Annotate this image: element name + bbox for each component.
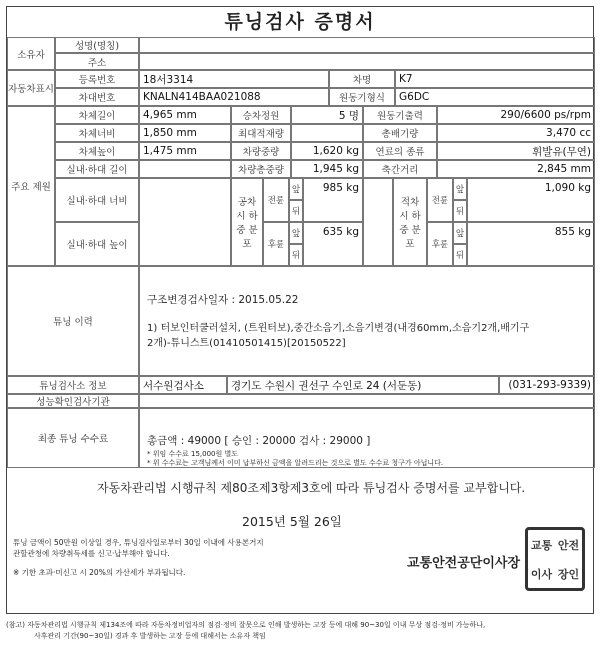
fee-label: 최종 튜닝 수수료 [7,408,139,468]
history-date: 구조변경검사일자 : 2015.05.22 [147,294,299,306]
engine-value: G6DC [395,88,595,106]
owner-name-value [139,37,595,53]
gross-weight-label: 차량총중량 [231,160,291,178]
office-address: 경기도 수원시 권선구 수인로 24 (서둔동) [227,376,499,394]
empty-front-front: 앞 [289,178,303,200]
cargo-length-value [139,160,231,178]
loaded-front-rear: 뒤 [453,200,467,222]
loaded-front-value: 1,090 kg [467,178,595,222]
history-item-line1: 1) 터보인터쿨러설치, (트윈터보),중간소음기,소음기변경(내경60mm,소음기2개,배기구 [147,323,530,334]
seats-label: 승차정원 [231,106,291,124]
wheelbase-value: 2,845 mm [437,160,595,178]
certificate [6,6,594,614]
loaded-rear-wheel-label: 후륜 [427,222,453,266]
engine-output-label: 원동기출력 [363,106,437,124]
loaded-gap [363,178,393,266]
engine-output-value: 290/6600 ps/rpm [437,106,595,124]
history-item-line2: 2개)-튜니스트(01410501415)[20150522] [147,338,346,349]
plate-label: 등록번호 [55,70,139,88]
displacement-value: 3,470 cc [437,124,595,142]
model-value: K7 [395,70,595,88]
office-phone: (031-293-9339) [499,376,595,394]
footer-line1: (참고) 자동차관리법 시행규칙 제134조에 따라 자동차정비업자의 점검·정비 잘못으로 인해 발생하는 고장 등에 대해 90~30일 이내 무상 점검·정비 가능하나, [6,621,486,629]
model-label: 차명 [329,70,395,88]
empty-rear-rear: 뒤 [289,244,303,266]
owner-address-label: 주소 [55,53,139,70]
empty-front-wheel-label: 전륜 [263,178,289,222]
loaded-rear-rear: 뒤 [453,244,467,266]
footer-line2: 사후관리 기간(90~30일) 경과 후 발생하는 고장 등에 대해서는 소유자 책임 [34,632,266,640]
performance-label: 성능확인검사기관 [7,394,139,408]
empty-dist-label: 공차시 하중 분포 [231,178,263,266]
notice-line1: 튜닝 금액이 50만원 이상일 경우, 튜닝검사일로부터 30일 이내에 사용본거지 [13,538,264,547]
displacement-label: 총배기량 [363,124,437,142]
official-seal [525,527,585,591]
issuer-name: 교통안전공단이사장 [407,556,521,571]
width-label: 차체너비 [55,124,139,142]
document-title: 튜닝검사 증명서 [224,11,376,33]
empty-rear-front: 앞 [289,222,303,244]
fee-note2: * 위 수수료는 고객님께서 이미 납부하신 금액을 알려드리는 것으로 별도 수수료 청구가 아닙니다. [147,459,444,467]
max-load-value [291,124,363,142]
vehicle-section-label: 자동차표시 [7,70,55,106]
specs-section-label: 주요 제원 [7,106,55,266]
engine-label: 원동기형식 [329,88,395,106]
empty-front-value: 985 kg [303,178,363,222]
notice-line3: ※ 기한 초과·미신고 시 20%의 가산세가 부과됩니다. [13,568,186,577]
loaded-rear-value: 855 kg [467,222,595,266]
height-label: 차체높이 [55,142,139,160]
history-label: 튜닝 이력 [7,266,139,376]
seal-char-3: 이사 [530,567,553,581]
loaded-rear-front: 앞 [453,222,467,244]
seal-char-2: 안전 [557,538,580,552]
length-value: 4,965 mm [139,106,231,124]
seal-char-1: 교통 [530,538,553,552]
empty-rear-wheel-label: 후륜 [263,222,289,266]
seats-value: 5 명 [291,106,363,124]
gross-weight-value: 1,945 kg [291,160,363,178]
office-name: 서수원검사소 [139,376,227,394]
height-value: 1,475 mm [139,142,231,160]
office-label: 튜닝검사소 정보 [7,376,139,394]
curb-weight-label: 차량중량 [231,142,291,160]
fee-total: 총금액 : 49000 [ 승인 : 20000 검사 : 29000 ] [147,435,371,447]
statement: 자동차관리법 시행규칙 제80조제3항제3호에 따라 튜닝검사 증명서를 교부합니다. [97,481,526,495]
loaded-front-wheel-label: 전륜 [427,178,453,222]
fuel-label: 연료의 종류 [363,142,437,160]
width-value: 1,850 mm [139,124,231,142]
notice-line2: 관할관청에 차량취득세를 신고·납부해야 합니다. [13,549,170,558]
owner-address-value [139,53,595,70]
fuel-value: 휘발유(무연) [437,142,595,160]
loaded-front-front: 앞 [453,178,467,200]
length-label: 차체길이 [55,106,139,124]
cargo-height-label: 실내·하대 높이 [55,222,139,266]
plate-value: 18서3314 [139,70,329,88]
empty-front-rear: 뒤 [289,200,303,222]
vin-label: 차대번호 [55,88,139,106]
cargo-width-label: 실내·하대 너비 [55,178,139,222]
vin-value: KNALN414BAA021088 [139,88,329,106]
seal-char-4: 장인 [557,567,580,581]
empty-rear-value: 635 kg [303,222,363,266]
owner-name-label: 성명(명칭) [55,37,139,53]
owner-section-label: 소유자 [7,37,55,70]
issue-date: 2015년 5월 26일 [242,514,342,529]
fee-note1: * 위임 수수료 15,000원 별도 [147,450,238,458]
cargo-length-label: 실내·하대 길이 [55,160,139,178]
performance-value [139,394,595,408]
curb-weight-value: 1,620 kg [291,142,363,160]
max-load-label: 최대적재량 [231,124,291,142]
wheelbase-label: 축간거리 [363,160,437,178]
loaded-dist-label: 적차시 하중 분포 [393,178,427,266]
cargo-values [139,178,231,266]
